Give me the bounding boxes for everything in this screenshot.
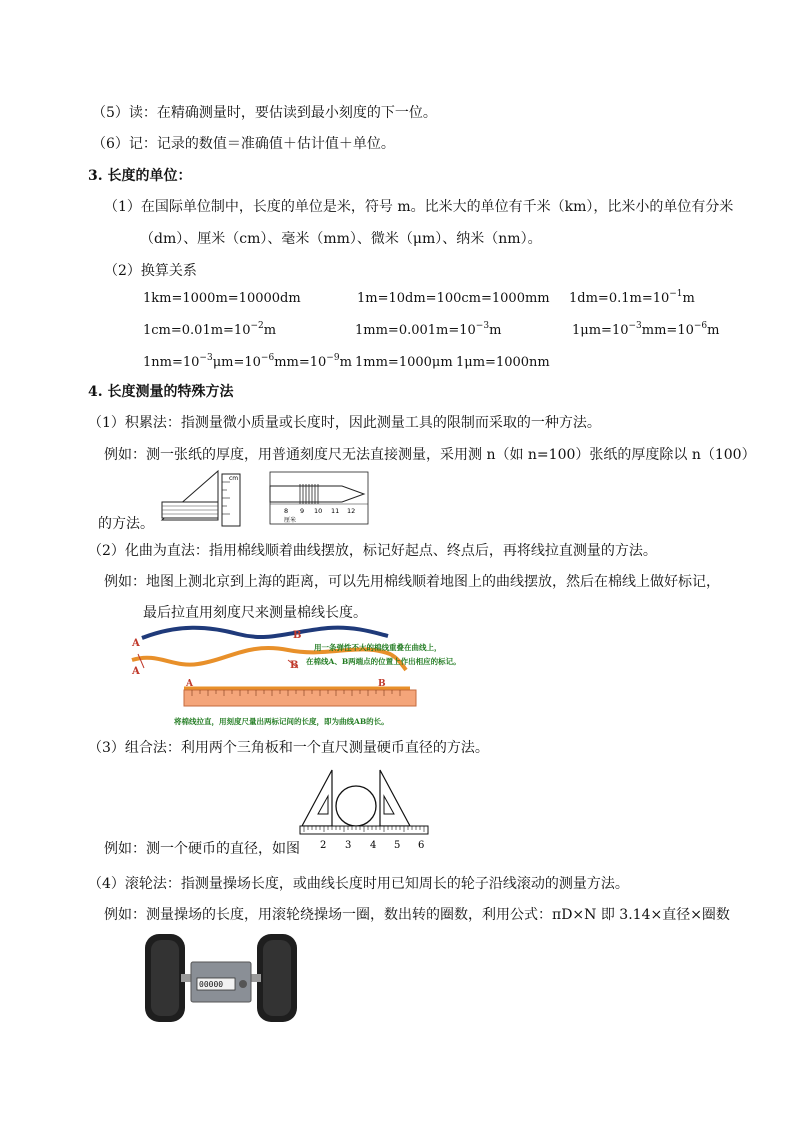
conv-um-nm: 1μm=1000nm [456, 355, 550, 370]
text-conversion-title: （2）换算关系 [104, 263, 197, 279]
conv-dm: $1dm=0.1m=10^{-1}m$ [569, 288, 695, 306]
note-straighten: 将棉线拉直，用刻度尺量出两标记间的长度，即为曲线AB的长。 [174, 717, 389, 726]
ruler-unit: 厘米 [284, 517, 297, 524]
text-accumulation-example: 例如：测一张纸的厚度，用普通刻度尺无法直接测量，采用测 n（如 n=100）张纸的厚度除以 n（100） [104, 447, 756, 463]
ruler-bar [184, 690, 416, 706]
text-curve-to-line: （2）化曲为直法：指用棉线顺着曲线摆放，标记好起点、终点后，再将线拉直测量的方法。 [88, 543, 657, 559]
text-combination: （3）组合法：利用两个三角板和一个直尺测量硬币直径的方法。 [88, 740, 489, 756]
conv-nm: $1nm=10^{-3}\mu m=10^{-6}mm=10^{-9}m$ [143, 352, 352, 370]
text-accumulation: （1）积累法：指测量微小质量或长度时，因此测量工具的限制而采取的一种方法。 [88, 415, 601, 431]
measuring-wheel-photo [145, 930, 300, 1024]
tick-10: 10 [314, 507, 323, 515]
tick-8: 8 [284, 507, 289, 515]
label-a-top: A [132, 638, 140, 649]
conv-mm: $1mm=0.001m=10^{-3}m$ [355, 320, 502, 338]
coin-tick-5: 5 [394, 840, 401, 851]
heading-special-methods: 4. 长度测量的特殊方法 [88, 384, 234, 400]
text-rolling-wheel: （4）滚轮法：指测量操场长度，或曲线长度时用已知周长的轮子沿线滚动的测量方法。 [88, 876, 629, 892]
text-record: （6）记：记录的数值＝准确值＋估计值＋单位。 [92, 136, 395, 152]
note-overlay: 用一条弹性不大的棉线重叠在曲线上， [314, 643, 442, 652]
wire-coil-sketch [270, 472, 368, 524]
conv-mm-um: 1mm=1000μm [355, 355, 453, 370]
tick-9: 9 [300, 507, 305, 515]
coin-tick-6: 6 [418, 840, 425, 851]
coin [336, 786, 376, 826]
label-b-top: B [293, 630, 302, 641]
note-mark: 在棉线A、B两端点的位置上作出相应的标记。 [306, 657, 461, 666]
text-wheel-example: 例如：测量操场的长度，用滚轮绕操场一圈，数出转的圈数，利用公式：πD×N 即 3.14×直径×圈数 [104, 907, 730, 923]
curve-to-line-figure [128, 624, 498, 730]
text-small-units: （dm）、厘米（cm）、毫米（mm）、微米（μm）、纳米（nm）。 [140, 231, 542, 247]
label-a-ruler: A [186, 679, 193, 689]
cm-label: cm [229, 475, 239, 482]
paper-stack-sketch [162, 471, 240, 526]
coin-tick-4: 4 [370, 840, 377, 851]
counter-digits: 00000 [199, 980, 224, 989]
conv-m: 1m=10dm=100cm=1000mm [357, 291, 550, 306]
text-coin-example: 例如：测一个硬币的直径，如图 [104, 841, 300, 857]
accumulation-figure [160, 468, 370, 530]
coin-tick-3: 3 [345, 840, 352, 851]
tick-12: 12 [347, 507, 356, 515]
label-a-mid: A [132, 666, 140, 677]
conv-um: $1\mu m=10^{-3}mm=10^{-6}m$ [572, 320, 720, 338]
text-curve-example: 例如：地图上测北京到上海的距离，可以先用棉线顺着地图上的曲线摆放，然后在棉线上做好标记， [104, 574, 720, 590]
conv-km: 1km=1000m=10000dm [143, 291, 301, 306]
text-si-unit: （1）在国际单位制中，长度的单位是米，符号 m。比米大的单位有千米（km），比米小的单位有分米 [104, 199, 734, 215]
text-curve-example-2: 最后拉直用刻度尺来测量棉线长度。 [143, 605, 367, 621]
text-accumulation-end: 的方法。 [98, 516, 154, 532]
text-read: （5）读：在精确测量时，要估读到最小刻度的下一位。 [92, 105, 437, 121]
coin-measurement-figure [298, 768, 432, 852]
conv-cm: $1cm=0.01m=10^{-2}m$ [143, 320, 277, 338]
coin-tick-2: 2 [320, 840, 327, 851]
blue-curve [142, 628, 388, 638]
tick-11: 11 [331, 507, 340, 515]
label-b-mid: B [290, 660, 299, 671]
heading-length-units: 3. 长度的单位： [88, 168, 192, 184]
label-b-ruler: B [378, 679, 386, 689]
